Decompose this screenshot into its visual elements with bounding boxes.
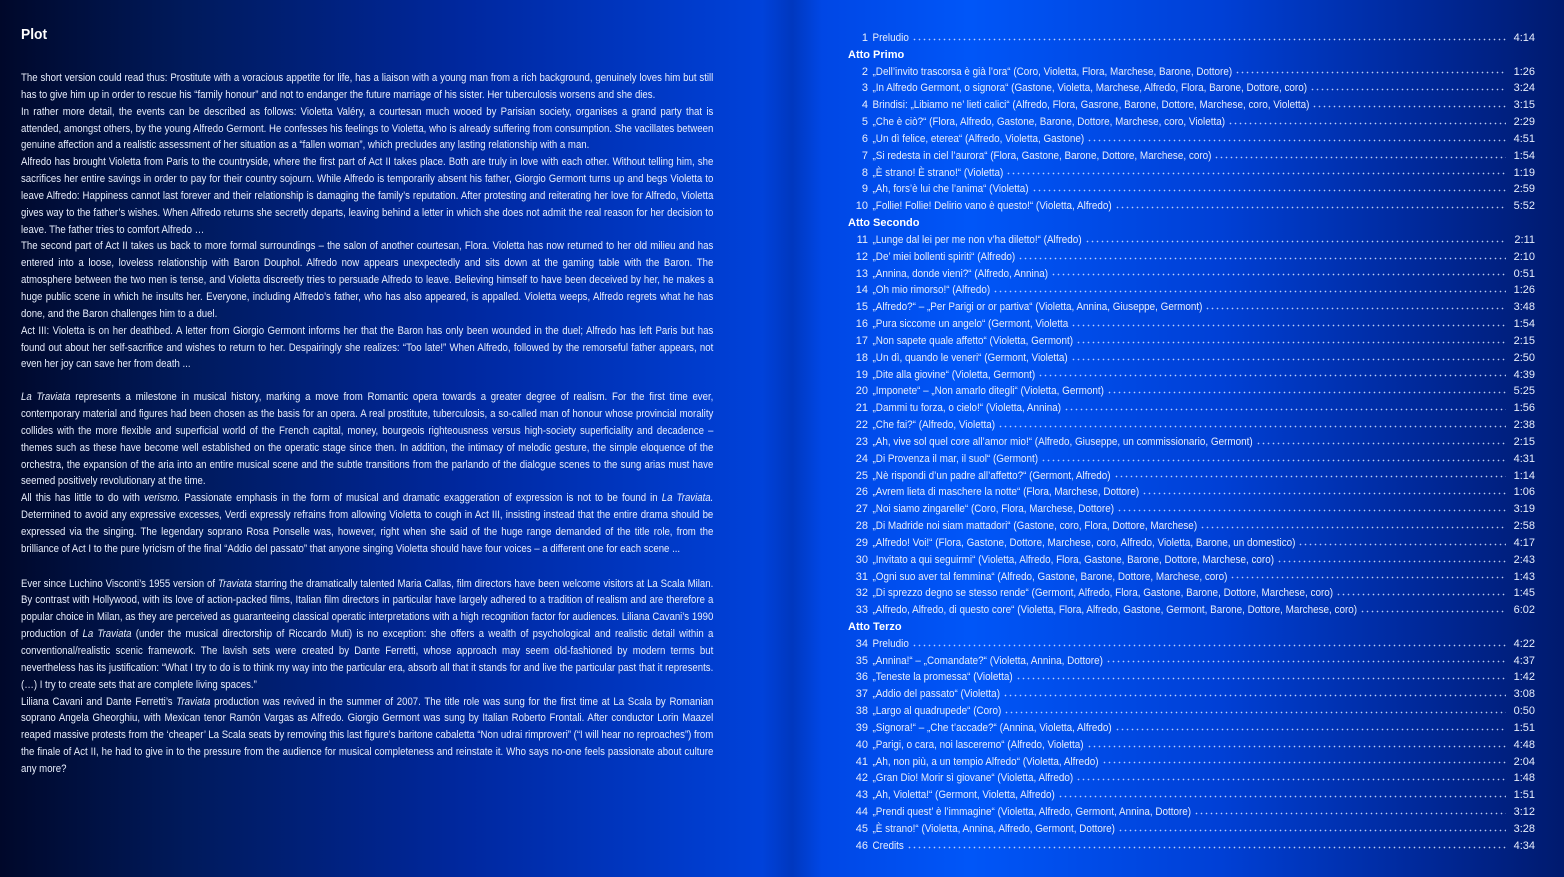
track-number: 41 xyxy=(855,755,868,768)
track-row xyxy=(848,333,1535,350)
leader-dots xyxy=(912,37,1506,42)
track-title: „È strano! È strano!“ (Violetta) xyxy=(872,166,1004,179)
track-number: 38 xyxy=(855,705,868,718)
track-number: 36 xyxy=(855,671,868,684)
track-title: „In Alfredo Germont, o signora“ (Gastone, Violetta, Marchese, Alfredo, Flora, Barone, Dottore, coro) xyxy=(872,82,1308,95)
essay-text: Determined to avoid any expressive excesses, Verdi expressly refrains from allowing Violetta to cough in Act III, insisting instead that the entire drama should be expressed via the singing. The legendary soprano Rosa Ponselle was, however, right when she said of the huge range demanded of the title role, from the brilliance of Act I to the pure lyricism of the final “Addio del passato” that anyone singing Violetta should have four voices – a different one for each scene ... xyxy=(21,509,714,555)
track-row xyxy=(848,838,1535,855)
leader-dots xyxy=(1230,575,1506,580)
track-row xyxy=(848,787,1535,804)
track-duration: 1:45 xyxy=(1513,587,1535,600)
track-number: 13 xyxy=(855,267,868,280)
act-heading: Atto Primo xyxy=(848,48,905,61)
leader-dots xyxy=(1076,777,1506,782)
essay-italic-title: Traviata xyxy=(217,577,253,590)
track-row xyxy=(848,383,1535,400)
track-title: „Alfredo! Voi!“ (Flora, Gastone, Dottore, Marchese, coro, Alfredo, Violetta, Barone, un domestico) xyxy=(872,536,1296,549)
track-title: „Si redesta in ciel l’aurora“ (Flora, Gastone, Barone, Dottore, Marchese, coro) xyxy=(872,149,1212,162)
track-duration: 1:54 xyxy=(1513,149,1535,162)
leader-dots xyxy=(998,424,1506,429)
track-number: 39 xyxy=(855,721,868,734)
track-title: „Ah, vive sol quel core all’amor mio!“ (Alfredo, Giuseppe, un commissionario, Germont) xyxy=(872,435,1253,448)
track-number: 15 xyxy=(855,301,868,314)
track-number: 30 xyxy=(855,553,868,566)
track-duration: 3:19 xyxy=(1513,503,1535,516)
leader-dots xyxy=(1310,87,1506,92)
track-title: „Prendi quest’ è l’immagine“ (Violetta, Alfredo, Germont, Annina, Dottore) xyxy=(872,806,1192,819)
track-row xyxy=(848,585,1535,602)
essay-paragraph-1 xyxy=(21,389,713,490)
leader-dots xyxy=(1038,373,1506,378)
plot-paragraph-1: The short version could read thus: Prostitute with a voracious appetite for life, has a liaison with a young man from a rich background, genuinely loves him but still has to give him up in order to rescue his “family honour” and not to endanger the future marriage of his sister. Her tuberculosis worsens and she dies. xyxy=(21,72,714,101)
track-number: 8 xyxy=(861,166,868,179)
track-title: „Signora!“ – „Che t’accade?“ (Annina, Violetta, Alfredo) xyxy=(872,721,1112,734)
track-number: 24 xyxy=(855,452,868,465)
essay-italic-title: La Traviata. xyxy=(661,492,714,505)
track-row xyxy=(848,653,1535,670)
track-duration: 1:42 xyxy=(1513,671,1535,684)
track-row xyxy=(848,535,1535,552)
essay-paragraph-3 xyxy=(21,576,713,694)
track-title: „Invitato a qui seguirmi“ (Violetta, Alfredo, Flora, Gastone, Barone, Dottore, Marchese, coro) xyxy=(872,553,1275,566)
plot-paragraph-4: The second part of Act II takes us back to more formal surroundings – the salon of another courtesan, Flora. Violetta has now returned to her old milieu and has entered into a loose, loveless relationship with Baron Douphol. Alfredo now appears unexpectedly and sits down at the gaming table with the Baron. The atmosphere between the two men is tense, and Violetta discreetly tries to persuade Alfredo to leave. Believing himself to have been deceived by her, he makes a huge public scene in which he insults her. Everyone, including Alfredo’s father, who has also appeared, is appalled. Violetta weeps, Alfredo regrets what he has done, and the Baron challenges him to a duel. xyxy=(21,240,714,320)
track-row xyxy=(848,97,1535,114)
track-number: 31 xyxy=(855,570,868,583)
track-duration: 0:50 xyxy=(1513,705,1535,718)
track-duration: 2:15 xyxy=(1513,334,1535,347)
track-title: „Nè rispondi d’un padre all’affetto?“ (Germont, Alfredo) xyxy=(872,469,1111,482)
track-duration: 5:25 xyxy=(1513,385,1535,398)
track-title: „Dammi tu forza, o cielo!“ (Violetta, Annina) xyxy=(872,402,1062,415)
track-row xyxy=(848,400,1535,417)
track-number: 43 xyxy=(855,789,868,802)
track-duration: 3:15 xyxy=(1513,99,1535,112)
track-number: 28 xyxy=(855,520,868,533)
track-number: 20 xyxy=(855,385,868,398)
track-row xyxy=(848,30,1535,47)
track-title: „Parigi, o cara, noi lasceremo“ (Alfredo, Violetta) xyxy=(872,738,1084,751)
track-row xyxy=(848,350,1535,367)
track-duration: 2:04 xyxy=(1513,755,1535,768)
essay-italic-title: La Traviata xyxy=(21,391,71,404)
essay-text: production was revived in the summer of 2007. The title role was sung for the first time at La Scala by Romanian soprano Angela Gheorghiu, with Mexican tenor Ramón Vargas as Alfredo. Giorgio Germont was sung by Italian Roberto Frontali. After conductor Lorin Maazel reaped massive protests from the ‘cheaper’ La Scala seats by removing this last figure’s baritone cabaletta “Non udrai rimproveri” (“I will hear no reproaches”) from the finale of Act II, he had to give in to the pressure from the audience for musical completeness and reinstate it. Who says no-one feels passionate about culture any more? xyxy=(21,695,714,775)
track-duration: 3:12 xyxy=(1513,806,1535,819)
track-row xyxy=(848,181,1535,198)
track-row xyxy=(848,552,1535,569)
essay-italic-term: verismo. xyxy=(143,492,181,505)
essay-text: All this has little to do with xyxy=(21,492,144,505)
track-title: Credits xyxy=(872,839,904,852)
track-number: 19 xyxy=(855,368,868,381)
track-title: „Ah, non più, a un tempio Alfredo“ (Violetta, Alfredo) xyxy=(872,755,1099,768)
track-duration: 1:19 xyxy=(1513,166,1535,179)
track-number: 17 xyxy=(855,334,868,347)
leader-dots xyxy=(1071,357,1506,362)
track-duration: 0:51 xyxy=(1513,267,1535,280)
track-row xyxy=(848,669,1535,686)
track-number: 18 xyxy=(855,351,868,364)
track-number: 29 xyxy=(855,536,868,549)
track-duration: 2:58 xyxy=(1513,520,1535,533)
track-duration: 2:59 xyxy=(1513,183,1535,196)
track-number: 27 xyxy=(855,503,868,516)
leader-dots xyxy=(1117,508,1506,513)
track-number: 35 xyxy=(855,654,868,667)
track-number: 10 xyxy=(855,200,868,213)
track-row xyxy=(848,468,1535,485)
track-title: „Alfredo, Alfredo, di questo core“ (Violetta, Flora, Alfredo, Gastone, Germont, Barone, Dottore, Marchese, coro) xyxy=(872,604,1358,617)
track-number: 25 xyxy=(855,469,868,482)
leader-dots xyxy=(1106,659,1506,664)
leader-dots xyxy=(1107,390,1506,395)
track-number: 14 xyxy=(855,284,868,297)
track-title: „Un dì felice, eterea“ (Alfredo, Violetta, Gastone) xyxy=(872,132,1085,145)
booklet-fold xyxy=(762,0,822,877)
track-title: Preludio xyxy=(872,637,909,650)
track-row xyxy=(848,484,1535,501)
track-duration: 4:37 xyxy=(1513,654,1535,667)
track-title: Brindisi: „Libiamo ne’ lieti calici“ (Alfredo, Flora, Gasrone, Barone, Dottore, Marchese, coro, Violetta) xyxy=(872,99,1310,112)
track-duration: 2:29 xyxy=(1513,116,1535,129)
track-duration: 4:34 xyxy=(1513,839,1535,852)
track-number: 2 xyxy=(861,65,868,78)
track-number: 46 xyxy=(855,839,868,852)
track-duration: 2:50 xyxy=(1513,351,1535,364)
leader-dots xyxy=(1016,676,1506,681)
plot-heading: Plot xyxy=(21,26,48,43)
track-duration: 2:43 xyxy=(1513,553,1535,566)
track-row xyxy=(848,249,1535,266)
track-title: „Di sprezzo degno se stesso rende“ (Germont, Alfredo, Flora, Gastone, Barone, Dottore, Marchese, coro) xyxy=(872,587,1334,600)
track-number: 26 xyxy=(855,486,868,499)
track-title: „Teneste la promessa“ (Violetta) xyxy=(872,671,1013,684)
track-number: 21 xyxy=(855,402,868,415)
track-title: Preludio xyxy=(872,32,909,44)
plot-paragraph-5: Act III: Violetta is on her deathbed. A letter from Giorgio Germont informs her that the Baron has only been wounded in the duel; Alfredo has left Paris but has found out about her self-sacrifice and wishes to return to her. Despairingly she realizes: “Too late!” When Alfredo, followed by the remorseful father appears, not even her joy can save her from death ... xyxy=(21,324,714,371)
leader-dots xyxy=(1277,559,1506,564)
track-title: „Pura siccome un angelo“ (Germont, Violetta xyxy=(872,318,1069,331)
track-row xyxy=(848,451,1535,468)
track-row xyxy=(848,148,1535,165)
track-number: 5 xyxy=(861,116,868,129)
essay-paragraph-4 xyxy=(21,694,713,778)
track-number: 33 xyxy=(855,604,868,617)
track-title: „Di Madride noi siam mattadori“ (Gastone, coro, Flora, Dottore, Marchese) xyxy=(872,520,1198,533)
track-row xyxy=(848,114,1535,131)
track-row xyxy=(848,64,1535,81)
track-duration: 5:52 xyxy=(1513,200,1535,213)
essay-text: Liliana Cavani and Dante Ferretti’s xyxy=(21,695,177,708)
leader-dots xyxy=(1102,760,1506,765)
leader-dots xyxy=(1228,121,1506,126)
leader-dots xyxy=(1194,811,1506,816)
track-duration: 3:48 xyxy=(1513,301,1535,314)
track-duration: 4:17 xyxy=(1513,536,1535,549)
track-number: 23 xyxy=(855,435,868,448)
leader-dots xyxy=(1006,171,1506,176)
track-title: „Lunge dal lei per me non v’ha diletto!“ (Alfredo) xyxy=(872,233,1082,246)
track-number: 32 xyxy=(855,587,868,600)
track-row xyxy=(848,198,1535,215)
essay-text: represents a milestone in musical history, marking a move from Romantic opera towards a greater degree of realism. For the first time ever, contemporary material and figures had been chosen as the basis for an opera. A real prostitute, tuberculosis, a so-called man of honour whose provincial morality collides with the more flexible and superficial world of the French capital, money, bourgeois righteousness versus high-society superficiality and decadence – themes such as these have become well established on the operatic stage since then. In addition, the intimacy of melodic gesture, the simple eloquence of the orchestra, the expansion of the aria into an entire musical scene and the subtle transitions from the parlando of the dialogue scenes to the sung arias must have seemed positively revolutionary at the time. xyxy=(21,391,714,488)
leader-dots xyxy=(1071,323,1506,328)
track-number: 34 xyxy=(855,637,868,650)
essay-text: Passionate emphasis in the form of musical and dramatic exaggeration of expression is not to be found in xyxy=(180,492,662,505)
plot-paragraph-2: In rather more detail, the events can be described as follows: Violetta Valéry, a courtesan much wooed by Parisian society, organises a grand party that is attended, amongst others, by the young Alfredo Germont. He confesses his feelings to Violetta, who is already suffering from consumption. She vacillates between genuine affection and a realistic assessment of her situation as a “fallen woman”, which precludes any lasting relationship with a man. xyxy=(21,105,714,152)
track-row xyxy=(848,518,1535,535)
leader-dots xyxy=(1058,794,1506,799)
track-number: 22 xyxy=(855,419,868,432)
track-title: „Ah, fors’è lui che l’anima“ (Violetta) xyxy=(872,183,1029,196)
track-number: 1 xyxy=(861,32,868,44)
track-duration: 1:43 xyxy=(1513,570,1535,583)
track-number: 4 xyxy=(861,99,868,112)
track-number: 11 xyxy=(856,233,868,246)
track-number: 45 xyxy=(855,822,868,835)
track-number: 9 xyxy=(861,183,868,196)
track-title: „Annina, donde vieni?“ (Alfredo, Annina) xyxy=(872,267,1049,280)
track-duration: 1:06 xyxy=(1513,486,1535,499)
leader-dots xyxy=(912,643,1506,648)
track-title: „Non sapete quale affetto“ (Violetta, Germont) xyxy=(872,334,1074,347)
track-number: 42 xyxy=(855,772,868,785)
act-heading: Atto Terzo xyxy=(848,620,902,633)
track-title: „Addio del passato“ (Violetta) xyxy=(872,688,1000,701)
plot-paragraph-3: Alfredo has brought Violetta from Paris to the countryside, where the first part of Act II takes place. Both are truly in love with each other. Without telling him, she sacrifices her entire savings in order to pay for their country sojourn. While Alfredo is temporarily absent his father, Giorgio Germont turns up and begs Violetta to leave Alfredo: Happiness cannot last forever and their relationship is damaging the family’s reputation. After protesting and reiterating her love for Alfredo, Violetta gives way to the father’s wishes. When Alfredo returns she secretly departs, leaving behind a letter in which she does not admit the real reason for her decision to leave. The father tries to comfort Alfredo … xyxy=(21,156,714,236)
track-duration: 6:02 xyxy=(1513,604,1535,617)
leader-dots xyxy=(1118,828,1506,833)
track-duration: 1:48 xyxy=(1513,772,1535,785)
track-duration: 1:54 xyxy=(1513,318,1535,331)
track-duration: 2:15 xyxy=(1513,435,1535,448)
track-duration: 2:11 xyxy=(1514,233,1535,246)
track-title: „Gran Dio! Morir sì giovane“ (Violetta, Alfredo) xyxy=(872,772,1074,785)
track-row xyxy=(848,367,1535,384)
track-row xyxy=(848,770,1535,787)
tracklist xyxy=(848,30,1535,855)
act-heading: Atto Secondo xyxy=(848,217,920,230)
leader-dots xyxy=(1312,104,1506,109)
leader-dots xyxy=(1115,205,1506,210)
track-title: „Che fai?“ (Alfredo, Violetta) xyxy=(872,419,996,432)
track-row xyxy=(848,754,1535,771)
track-row xyxy=(848,804,1535,821)
track-number: 6 xyxy=(861,132,868,145)
track-duration: 1:56 xyxy=(1513,402,1535,415)
track-title: „Oh mio rimorso!“ (Alfredo) xyxy=(872,284,991,297)
leader-dots xyxy=(1142,491,1506,496)
track-title: „Ah, Violetta!“ (Germont, Violetta, Alfredo) xyxy=(872,789,1055,802)
leader-dots xyxy=(1087,138,1506,143)
essay-italic-title: La Traviata xyxy=(82,628,132,641)
track-title: „Di Provenza il mar, il suol“ (Germont) xyxy=(872,452,1039,465)
track-row xyxy=(848,165,1535,182)
track-duration: 1:26 xyxy=(1513,284,1535,297)
leader-dots xyxy=(1200,525,1506,530)
track-row xyxy=(848,703,1535,720)
track-row xyxy=(848,821,1535,838)
track-title: „È strano!“ (Violetta, Annina, Alfredo, Germont, Dottore) xyxy=(872,822,1115,835)
leader-dots xyxy=(1235,70,1506,75)
track-row xyxy=(848,686,1535,703)
track-duration: 2:38 xyxy=(1513,419,1535,432)
leader-dots xyxy=(1256,441,1506,446)
track-title: „Imponete“ – „Non amarlo ditegli“ (Violetta, Germont) xyxy=(872,385,1104,398)
track-number: 3 xyxy=(861,82,868,95)
track-duration: 3:28 xyxy=(1513,822,1535,835)
track-row xyxy=(848,316,1535,333)
track-duration: 3:24 xyxy=(1513,82,1535,95)
track-row xyxy=(848,737,1535,754)
leader-dots xyxy=(1003,693,1506,698)
track-title: „Follie! Follie! Delirio vano è questo!“ (Violetta, Alfredo) xyxy=(872,200,1112,213)
leader-dots xyxy=(1076,340,1506,345)
track-duration: 4:51 xyxy=(1513,132,1535,145)
track-title: „Un dì, quando le veneri“ (Germont, Violetta) xyxy=(872,351,1068,364)
leader-dots xyxy=(993,289,1506,294)
plot-column xyxy=(21,24,713,778)
track-duration: 4:39 xyxy=(1513,368,1535,381)
track-title: „De’ miei bollenti spiriti“ (Alfredo) xyxy=(872,250,1016,263)
leader-dots xyxy=(1085,239,1506,244)
track-duration: 3:08 xyxy=(1513,688,1535,701)
track-number: 44 xyxy=(855,806,868,819)
leader-dots xyxy=(1041,458,1506,463)
track-row xyxy=(848,720,1535,737)
leader-dots xyxy=(1051,272,1506,277)
leader-dots xyxy=(1336,592,1506,597)
track-title: „Dell’invito trascorsa è già l’ora“ (Coro, Violetta, Flora, Marchese, Barone, Dottore) xyxy=(872,65,1233,78)
track-row xyxy=(848,80,1535,97)
track-row xyxy=(848,266,1535,283)
track-duration: 1:51 xyxy=(1513,789,1535,802)
track-title: „Ogni suo aver tal femmina“ (Alfredo, Gastone, Barone, Dottore, Marchese, coro) xyxy=(872,570,1228,583)
track-row xyxy=(848,501,1535,518)
track-duration: 4:48 xyxy=(1513,738,1535,751)
track-row xyxy=(848,232,1535,249)
essay-text: Ever since Luchino Visconti’s 1955 version of xyxy=(21,577,218,590)
leader-dots xyxy=(1018,256,1506,261)
track-number: 37 xyxy=(855,688,868,701)
leader-dots xyxy=(1205,306,1506,311)
leader-dots xyxy=(1087,744,1506,749)
track-duration: 1:14 xyxy=(1513,469,1535,482)
track-title: „Largo al quadrupede“ (Coro) xyxy=(872,705,1002,718)
track-number: 40 xyxy=(855,738,868,751)
track-row xyxy=(848,131,1535,148)
track-row xyxy=(848,299,1535,316)
track-row xyxy=(848,434,1535,451)
track-number: 16 xyxy=(855,318,868,331)
leader-dots xyxy=(1064,407,1506,412)
essay-italic-title: Traviata xyxy=(176,695,211,708)
track-row xyxy=(848,282,1535,299)
essay-text: starring the dramatically talented Maria Callas, film directors have been welcome visitors at La Scala Milan. By contrast with Hollywood, with its love of action-packed films, Italian film directors in particular have largely adhered to a tradition of realism and are therefore a popular choice in Milan, as they are perceived as guaranteeing classical operatic interpretations with a high recognition factor for audiences. Liliana Cavani’s 1990 production of xyxy=(21,577,714,641)
track-row xyxy=(848,636,1535,653)
leader-dots xyxy=(1360,609,1506,614)
track-duration: 2:10 xyxy=(1513,250,1535,263)
leader-dots xyxy=(1214,155,1506,160)
track-number: 12 xyxy=(855,250,868,263)
track-row xyxy=(848,602,1535,619)
track-title: „Annina!“ – „Comandate?“ (Violetta, Annina, Dottore) xyxy=(872,654,1103,667)
track-title: „Noi siamo zingarelle“ (Coro, Flora, Marchese, Dottore) xyxy=(872,503,1115,516)
track-title: „Alfredo?“ – „Per Parigi or or partiva“ (Violetta, Annina, Giuseppe, Germont) xyxy=(872,301,1203,314)
track-title: „Avrem lieta di maschere la notte“ (Flora, Marchese, Dottore) xyxy=(872,486,1140,499)
leader-dots xyxy=(1004,710,1506,715)
track-row xyxy=(848,417,1535,434)
leader-dots xyxy=(1115,727,1506,732)
track-duration: 4:31 xyxy=(1513,452,1535,465)
track-duration: 4:14 xyxy=(1513,32,1535,44)
track-title: „Dite alla giovine“ (Violetta, Germont) xyxy=(872,368,1036,381)
essay-paragraph-2 xyxy=(21,490,713,557)
track-duration: 1:26 xyxy=(1513,65,1535,78)
leader-dots xyxy=(1032,188,1506,193)
leader-dots xyxy=(907,845,1506,850)
track-row xyxy=(848,569,1535,586)
track-duration: 1:51 xyxy=(1513,721,1535,734)
track-title: „Che è ciò?“ (Flora, Alfredo, Gastone, Barone, Dottore, Marchese, coro, Violetta) xyxy=(872,116,1226,129)
leader-dots xyxy=(1114,474,1506,479)
track-duration: 4:22 xyxy=(1513,637,1535,650)
track-number: 7 xyxy=(861,149,868,162)
leader-dots xyxy=(1298,542,1506,547)
essay-text: (under the musical directorship of Riccardo Muti) is no exception: she offers a wealth of psychological and realistic detail within a conventional/realistic scenic framework. The lavish sets were created by Dante Ferretti, whose approach may seem old-fashioned by modern terms but nevertheless has its justification: “What I try to do is to think my way into the particular era, absorb all that it stands for and live the particular past that it represents. (…) I try to create sets that are complete living spaces.” xyxy=(21,628,714,691)
